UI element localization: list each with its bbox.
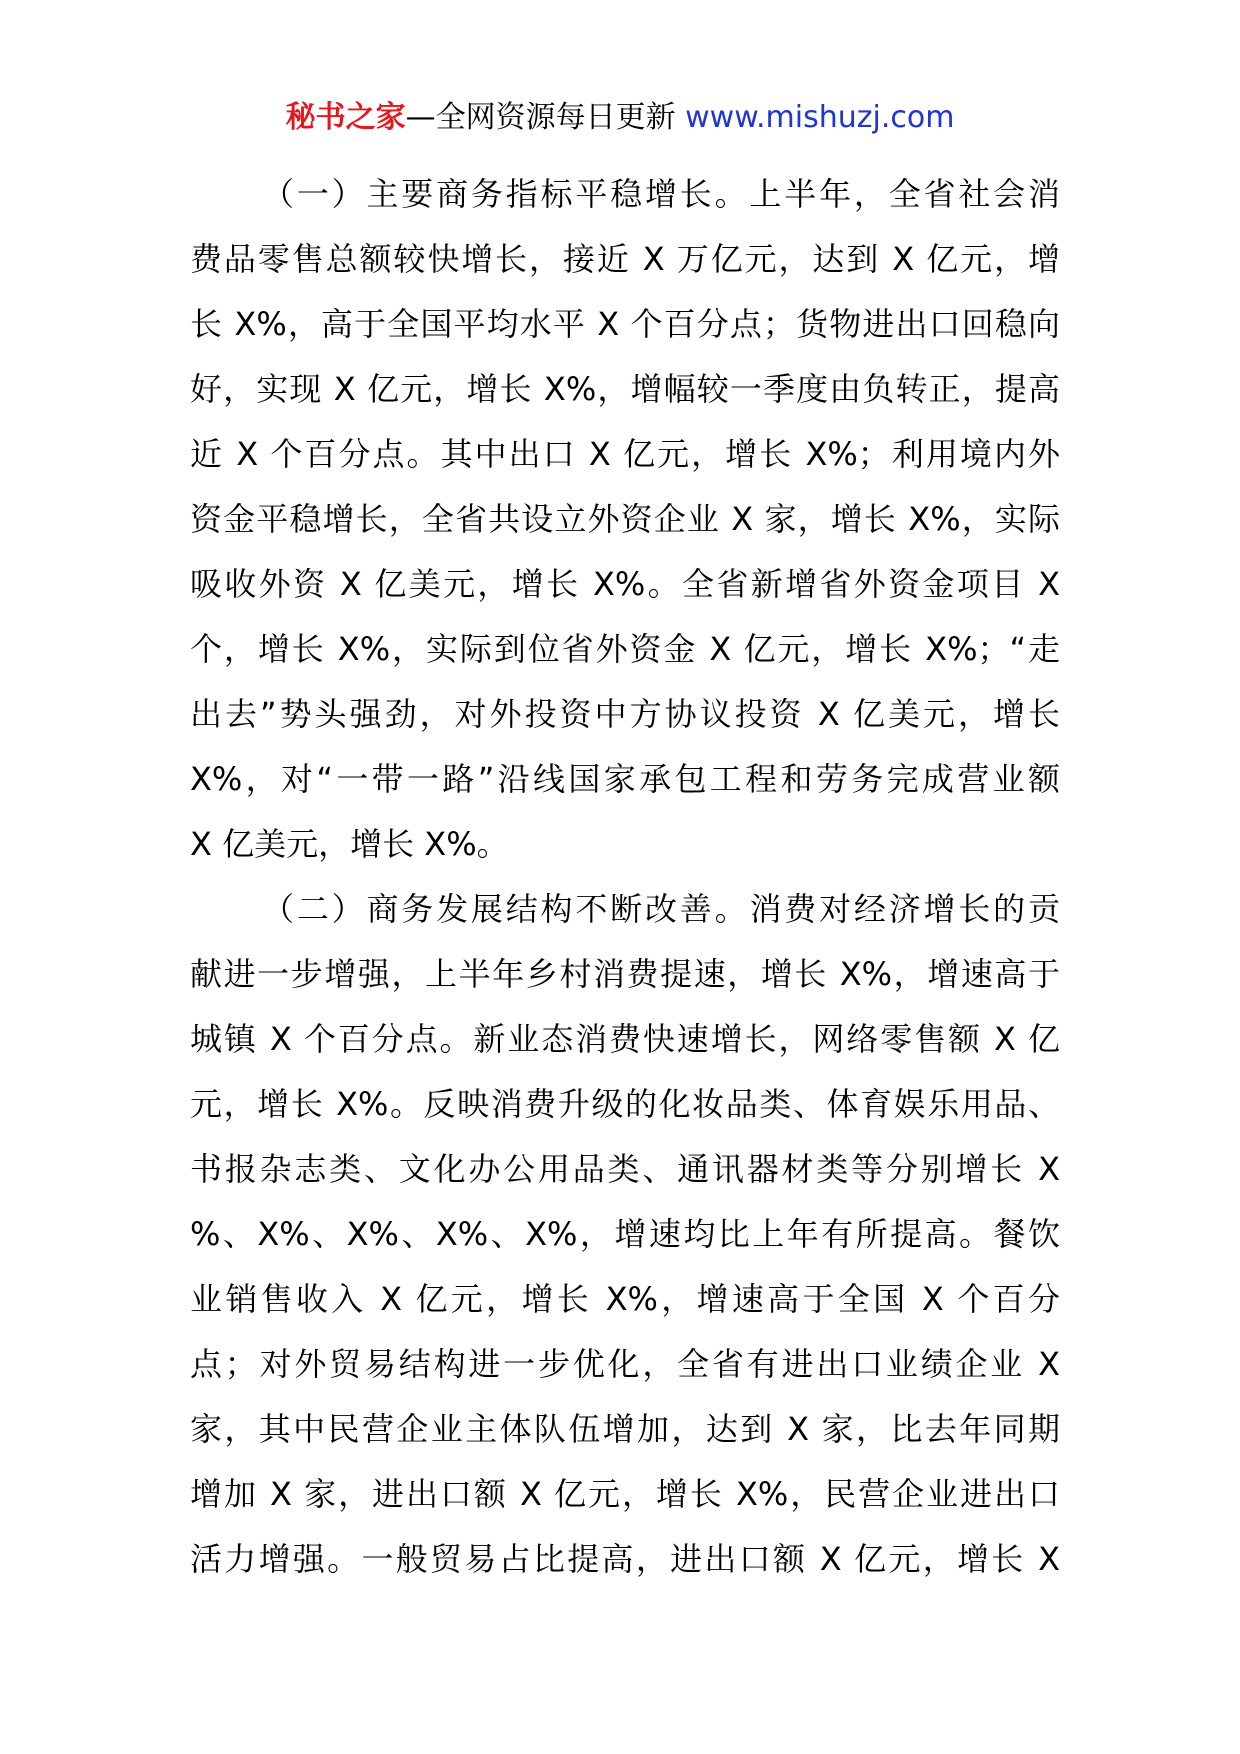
- paragraph-2-line-4: 元，增长 X%。反映消费升级的化妆品类、体育娱乐用品、: [190, 1085, 1060, 1123]
- paragraph-1-line-3: 长 X%，高于全国平均水平 X 个百分点；货物进出口回稳向: [190, 305, 1060, 343]
- paragraph-1-line-6: 资金平稳增长，全省共设立外资企业 X 家，增长 X%，实际: [190, 500, 1060, 538]
- paragraph-2-line-8: 点；对外贸易结构进一步优化，全省有进出口业绩企业 X: [190, 1345, 1060, 1383]
- paragraph-1-line-10: X%，对“一带一路”沿线国家承包工程和劳务完成营业额: [190, 760, 1060, 798]
- paragraph-2-line-7: 业销售收入 X 亿元，增长 X%，增速高于全国 X 个百分: [190, 1280, 1060, 1318]
- site-url-link[interactable]: www.mishuzj.com: [685, 100, 955, 135]
- paragraph-2-line-9: 家，其中民营企业主体队伍增加，达到 X 家，比去年同期: [190, 1410, 1060, 1448]
- paragraph-1-line-5: 近 X 个百分点。其中出口 X 亿元，增长 X%；利用境内外: [190, 435, 1060, 473]
- paragraph-2-line-10: 增加 X 家，进出口额 X 亿元，增长 X%，民营企业进出口: [190, 1475, 1060, 1513]
- paragraph-2-line-5: 书报杂志类、文化办公用品类、通讯器材类等分别增长 X: [190, 1150, 1060, 1188]
- brand-name: 秘书之家: [285, 100, 406, 135]
- paragraph-2-line-6: %、X%、X%、X%、X%，增速均比上年有所提高。餐饮: [190, 1215, 1060, 1253]
- paragraph-2-line-11: 活力增强。一般贸易占比提高，进出口额 X 亿元，增长 X: [190, 1540, 1060, 1578]
- paragraph-1-line-11: X 亿美元，增长 X%。: [190, 825, 509, 863]
- paragraph-2-line-3: 城镇 X 个百分点。新业态消费快速增长，网络零售额 X 亿: [190, 1020, 1060, 1058]
- paragraph-1-line-7: 吸收外资 X 亿美元，增长 X%。全省新增省外资金项目 X: [190, 565, 1060, 603]
- site-header: [0, 98, 1240, 138]
- paragraph-1-line-9: 出去”势头强劲，对外投资中方协议投资 X 亿美元，增长: [190, 695, 1060, 733]
- paragraph-1-line-4: 好，实现 X 亿元，增长 X%，增幅较一季度由负转正，提高: [190, 370, 1060, 408]
- paragraph-2-line-1: （二）商务发展结构不断改善。消费对经济增长的贡: [262, 890, 1060, 928]
- header-tagline: —全网资源每日更新: [405, 100, 686, 135]
- paragraph-2-line-2: 献进一步增强，上半年乡村消费提速，增长 X%，增速高于: [190, 955, 1060, 993]
- document-body: [190, 162, 1060, 1592]
- paragraph-1-line-1: （一）主要商务指标平稳增长。上半年，全省社会消: [262, 175, 1060, 213]
- paragraph-1-line-2: 费品零售总额较快增长，接近 X 万亿元，达到 X 亿元，增: [190, 240, 1060, 278]
- paragraph-1-line-8: 个，增长 X%，实际到位省外资金 X 亿元，增长 X%；“走: [190, 630, 1060, 668]
